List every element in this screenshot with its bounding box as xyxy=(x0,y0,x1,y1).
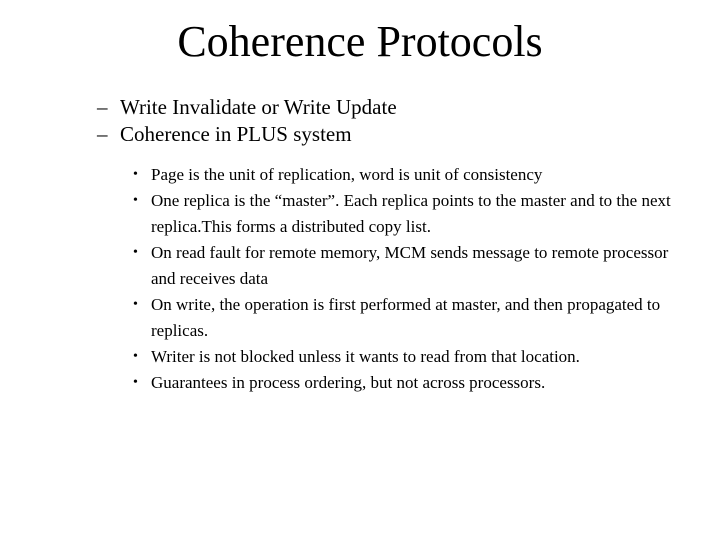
list-item xyxy=(97,121,697,148)
list-item xyxy=(97,94,697,121)
bullet-text: Coherence in PLUS system xyxy=(120,122,352,146)
list-item xyxy=(130,162,690,188)
list-item xyxy=(130,240,690,292)
bullet-marker: • xyxy=(133,193,138,208)
bullet-text: Writer is not blocked unless it wants to read from that location. xyxy=(151,347,580,366)
list-item xyxy=(130,344,690,370)
bullet-marker: • xyxy=(133,349,138,364)
slide-title: Coherence Protocols xyxy=(177,17,543,66)
bullet-text: Write Invalidate or Write Update xyxy=(120,95,397,119)
list-item xyxy=(130,292,690,344)
list-item xyxy=(130,370,690,396)
bullet-marker: • xyxy=(133,167,138,182)
bullet-text: On write, the operation is first performed at master, and then propagated to replicas. xyxy=(151,295,661,340)
bullet-text: On read fault for remote memory, MCM sends message to remote processor and receives data xyxy=(151,243,669,288)
sub-bullet-list xyxy=(130,162,690,396)
bullet-text: One replica is the “master”. Each replica points to the master and to the next replica.This forms a distributed copy list. xyxy=(151,191,671,236)
bullet-text: Page is the unit of replication, word is unit of consistency xyxy=(151,165,543,184)
dash-marker: – xyxy=(97,95,108,119)
bullet-text: Guarantees in process ordering, but not across processors. xyxy=(151,373,546,392)
bullet-marker: • xyxy=(133,245,138,260)
dash-marker: – xyxy=(97,122,108,146)
list-item xyxy=(130,188,690,240)
top-level-bullet-list xyxy=(97,94,697,148)
bullet-marker: • xyxy=(133,375,138,390)
bullet-marker: • xyxy=(133,297,138,312)
